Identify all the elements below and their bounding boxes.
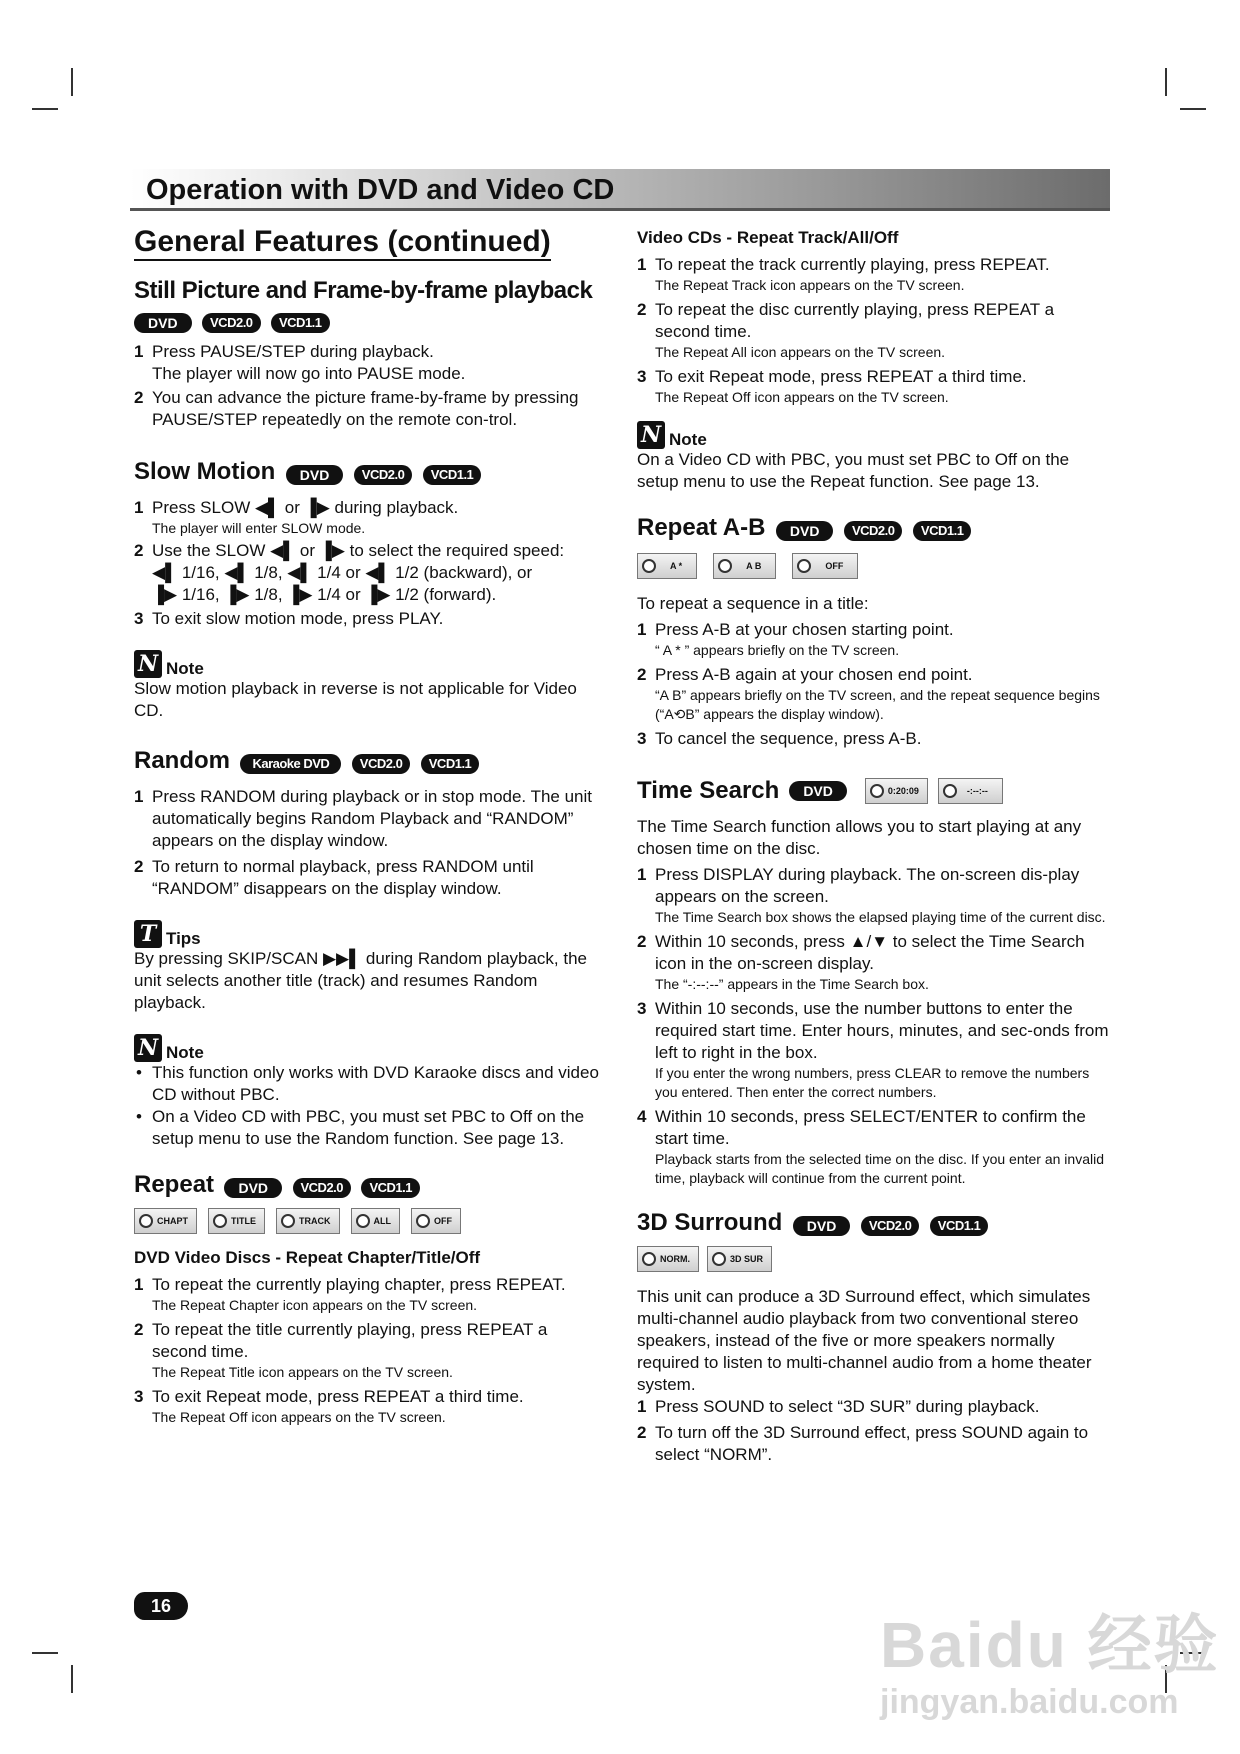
time-elapsed-icon: 0:20:09 xyxy=(865,778,928,804)
step-item: 1 Press RANDOM during playback or in stop mode. The unit automatically begins Random Playback and “RANDOM” appears on the display window. xyxy=(134,787,592,850)
step-item: 3 To exit Repeat mode, press REPEAT a third time. The Repeat Off icon appears on the TV screen. xyxy=(134,1387,524,1425)
step-item: 2 Within 10 seconds, press ▲/▼ to select the Time Search icon in the on-screen display. The “-:--:--” appears in the Time Search box. xyxy=(637,932,1085,992)
3d-surround-section xyxy=(637,1208,1112,1466)
disc-badge: DVD xyxy=(286,465,344,485)
note-bullet: • On a Video CD with PBC, you must set PBC to Off on the setup menu to use the Random function. See page 13. xyxy=(134,1106,606,1150)
time-search-heading: Time Search xyxy=(637,777,780,804)
disc-badge: VCD2.0 xyxy=(861,1216,920,1236)
disc-badge: VCD2.0 xyxy=(354,465,413,485)
tips-text: By pressing SKIP/SCAN ▶▶▌ during Random playback, the unit selects another title (track) and resumes Random playback. xyxy=(134,949,588,1012)
note-text: Slow motion playback in reverse is not applicable for Video CD. xyxy=(134,679,577,720)
repeat-ab-section xyxy=(637,513,1112,750)
watermark-logo-text: Baidu 经验 xyxy=(880,1609,1220,1681)
step-item: 4 Within 10 seconds, press SELECT/ENTER to confirm the start time. Playback starts from the selected time on the disc. If you enter an invalid time, playback will continue from the current point. xyxy=(637,1107,1104,1186)
sound-osd-icons xyxy=(637,1246,1112,1272)
step-item: 2 Press A-B again at your chosen end point. “A B” appears briefly on the TV screen, and the repeat sequence begins (“A⟲B” appears the display window). xyxy=(637,665,1100,722)
crop-mark xyxy=(71,68,73,96)
repeat-subheading: DVD Video Discs - Repeat Chapter/Title/Off xyxy=(134,1248,481,1267)
watermark xyxy=(880,1610,1220,1720)
repeat-ab-heading: Repeat A-B xyxy=(637,514,766,541)
step-item: 2 To repeat the title currently playing, press REPEAT a second time. The Repeat Title icon appears on the TV screen. xyxy=(134,1320,548,1380)
repeat-osd-icons xyxy=(134,1208,606,1234)
step-item: 2 To repeat the disc currently playing, press REPEAT a second time. The Repeat All icon appears on the TV screen. xyxy=(637,300,1055,360)
random-section xyxy=(134,746,606,1150)
step-item: 1 Press PAUSE/STEP during playback. The player will now go into PAUSE mode. xyxy=(134,342,466,383)
step-item: 3 Within 10 seconds, use the number buttons to enter the required start time. Enter hours, minutes, and sec-onds from left to right in the box. If you enter the wrong numbers, press CLEAR to remove the numbers you entered. Then enter the correct numbers. xyxy=(637,999,1109,1100)
repeat-off-icon: OFF xyxy=(411,1208,461,1234)
note-icon: N xyxy=(637,421,665,449)
step-item: 1 Press DISPLAY during playback. The on-screen dis-play appears on the screen. The Time Search box shows the elapsed playing time of the current disc. xyxy=(637,865,1106,925)
disc-badge: VCD2.0 xyxy=(352,754,411,774)
watermark-url: jingyan.baidu.com xyxy=(880,1683,1179,1721)
step-item: 2 Use the SLOW ◀▌ or ▐▶ to select the required speed: ◀▌ 1/16, ◀▌ 1/8, ◀▌ 1/4 or ◀▌ 1/2 (backward), or ▐▶ 1/16, ▐▶ 1/8, ▐▶ 1/4 or ▐▶ 1/2 (forward). xyxy=(134,541,565,604)
slow-motion-section xyxy=(134,457,606,722)
note-label: Note xyxy=(166,659,204,678)
repeat-ab-icon: A B xyxy=(713,553,776,579)
vcd-repeat-section xyxy=(637,228,1112,493)
page-number: 16 xyxy=(134,1592,188,1620)
disc-badge: DVD xyxy=(134,313,192,333)
crop-mark xyxy=(32,1652,58,1654)
disc-badge: VCD1.1 xyxy=(913,521,972,541)
disc-badge: VCD1.1 xyxy=(423,465,482,485)
crop-mark xyxy=(1165,68,1167,96)
repeat-a-icon: A * xyxy=(637,553,697,579)
time-intro: The Time Search function allows you to start playing at any chosen time on the disc. xyxy=(637,817,1082,858)
disc-badge: VCD2.0 xyxy=(293,1178,352,1198)
repeat-title-icon: TITLE xyxy=(208,1208,265,1234)
disc-badge: VCD1.1 xyxy=(421,754,480,774)
note-icon: N xyxy=(134,1034,162,1062)
slow-heading: Slow Motion xyxy=(134,458,276,485)
note-label: Note xyxy=(166,1043,204,1062)
tips-icon: T xyxy=(134,920,162,948)
step-item: 2 To turn off the 3D Surround effect, press SOUND again to select “NORM”. xyxy=(637,1423,1089,1464)
disc-badge: DVD xyxy=(224,1178,282,1198)
sound-3d-icon: 3D SUR xyxy=(707,1246,772,1272)
note-icon: N xyxy=(134,650,162,678)
still-picture-section xyxy=(134,275,606,431)
repeat-track-icon: TRACK xyxy=(276,1208,340,1234)
step-item: 1 Press SOUND to select “3D SUR” during playback. xyxy=(637,1397,1040,1416)
still-heading: Still Picture and Frame-by-frame playback xyxy=(134,277,593,304)
repeat-all-icon: ALL xyxy=(351,1208,401,1234)
tips-label: Tips xyxy=(166,929,201,948)
still-badges xyxy=(134,313,606,333)
repeat-chapter-icon: CHAPT xyxy=(134,1208,197,1234)
disc-badge: VCD1.1 xyxy=(930,1216,989,1236)
random-heading: Random xyxy=(134,747,230,774)
right-column xyxy=(637,228,1112,1468)
page-title: General Features (continued) xyxy=(134,225,551,261)
disc-badge: VCD2.0 xyxy=(202,313,261,333)
disc-badge: DVD xyxy=(776,521,834,541)
note-bullet: • This function only works with DVD Karaoke discs and video CD without PBC. xyxy=(134,1062,606,1106)
repeat-section xyxy=(134,1170,606,1427)
disc-badge: VCD2.0 xyxy=(844,521,903,541)
step-item: 1 Press SLOW ◀▌ or ▐▶ during playback. The player will enter SLOW mode. xyxy=(134,498,459,536)
note-label: Note xyxy=(669,430,707,449)
step-item: 2 You can advance the picture frame-by-frame by pressing PAUSE/STEP repeatedly on the remote con-trol. xyxy=(134,388,579,429)
ab-osd-icons xyxy=(637,553,1112,579)
repeat-heading: Repeat xyxy=(134,1171,215,1198)
step-item: 1 Press A-B at your chosen starting point. “ A * ” appears briefly on the TV screen. xyxy=(637,620,954,658)
note-text: On a Video CD with PBC, you must set PBC to Off on the setup menu to use the Repeat function. See page 13. xyxy=(637,450,1070,491)
step-item: 3 To exit Repeat mode, press REPEAT a third time. The Repeat Off icon appears on the TV screen. xyxy=(637,367,1027,405)
surround-intro: This unit can produce a 3D Surround effect, which simulates multi-channel audio playback from two conventional stereo speakers, instead of the five or more speakers normally required to listen to multi-channel audio from a home theater system. xyxy=(637,1287,1092,1394)
left-column xyxy=(134,222,606,1429)
disc-badge: DVD xyxy=(789,781,847,801)
step-item: 1 To repeat the currently playing chapter, press REPEAT. The Repeat Chapter icon appears on the TV screen. xyxy=(134,1275,566,1313)
ab-intro: To repeat a sequence in a title: xyxy=(637,594,869,613)
3d-surround-heading: 3D Surround xyxy=(637,1209,783,1236)
crop-mark xyxy=(1180,108,1206,110)
time-search-box-icon: -:--:-- xyxy=(938,778,1003,804)
repeat-off-icon: OFF xyxy=(792,553,858,579)
section-banner: Operation with DVD and Video CD xyxy=(130,169,1110,211)
crop-mark xyxy=(71,1665,73,1693)
time-search-section xyxy=(637,776,1112,1188)
disc-badge: VCD1.1 xyxy=(361,1178,420,1198)
step-item: 1 To repeat the track currently playing, press REPEAT. The Repeat Track icon appears on the TV screen. xyxy=(637,255,1050,293)
step-item: 3 To cancel the sequence, press A-B. xyxy=(637,729,922,748)
step-item: 3 To exit slow motion mode, press PLAY. xyxy=(134,609,444,628)
vcd-repeat-subheading: Video CDs - Repeat Track/All/Off xyxy=(637,228,899,247)
disc-badge: DVD xyxy=(793,1216,851,1236)
disc-badge: Karaoke DVD xyxy=(240,754,341,774)
sound-norm-icon: NORM. xyxy=(637,1246,699,1272)
step-item: 2 To return to normal playback, press RANDOM until “RANDOM” disappears on the display window. xyxy=(134,857,534,898)
crop-mark xyxy=(32,108,58,110)
disc-badge: VCD1.1 xyxy=(271,313,330,333)
